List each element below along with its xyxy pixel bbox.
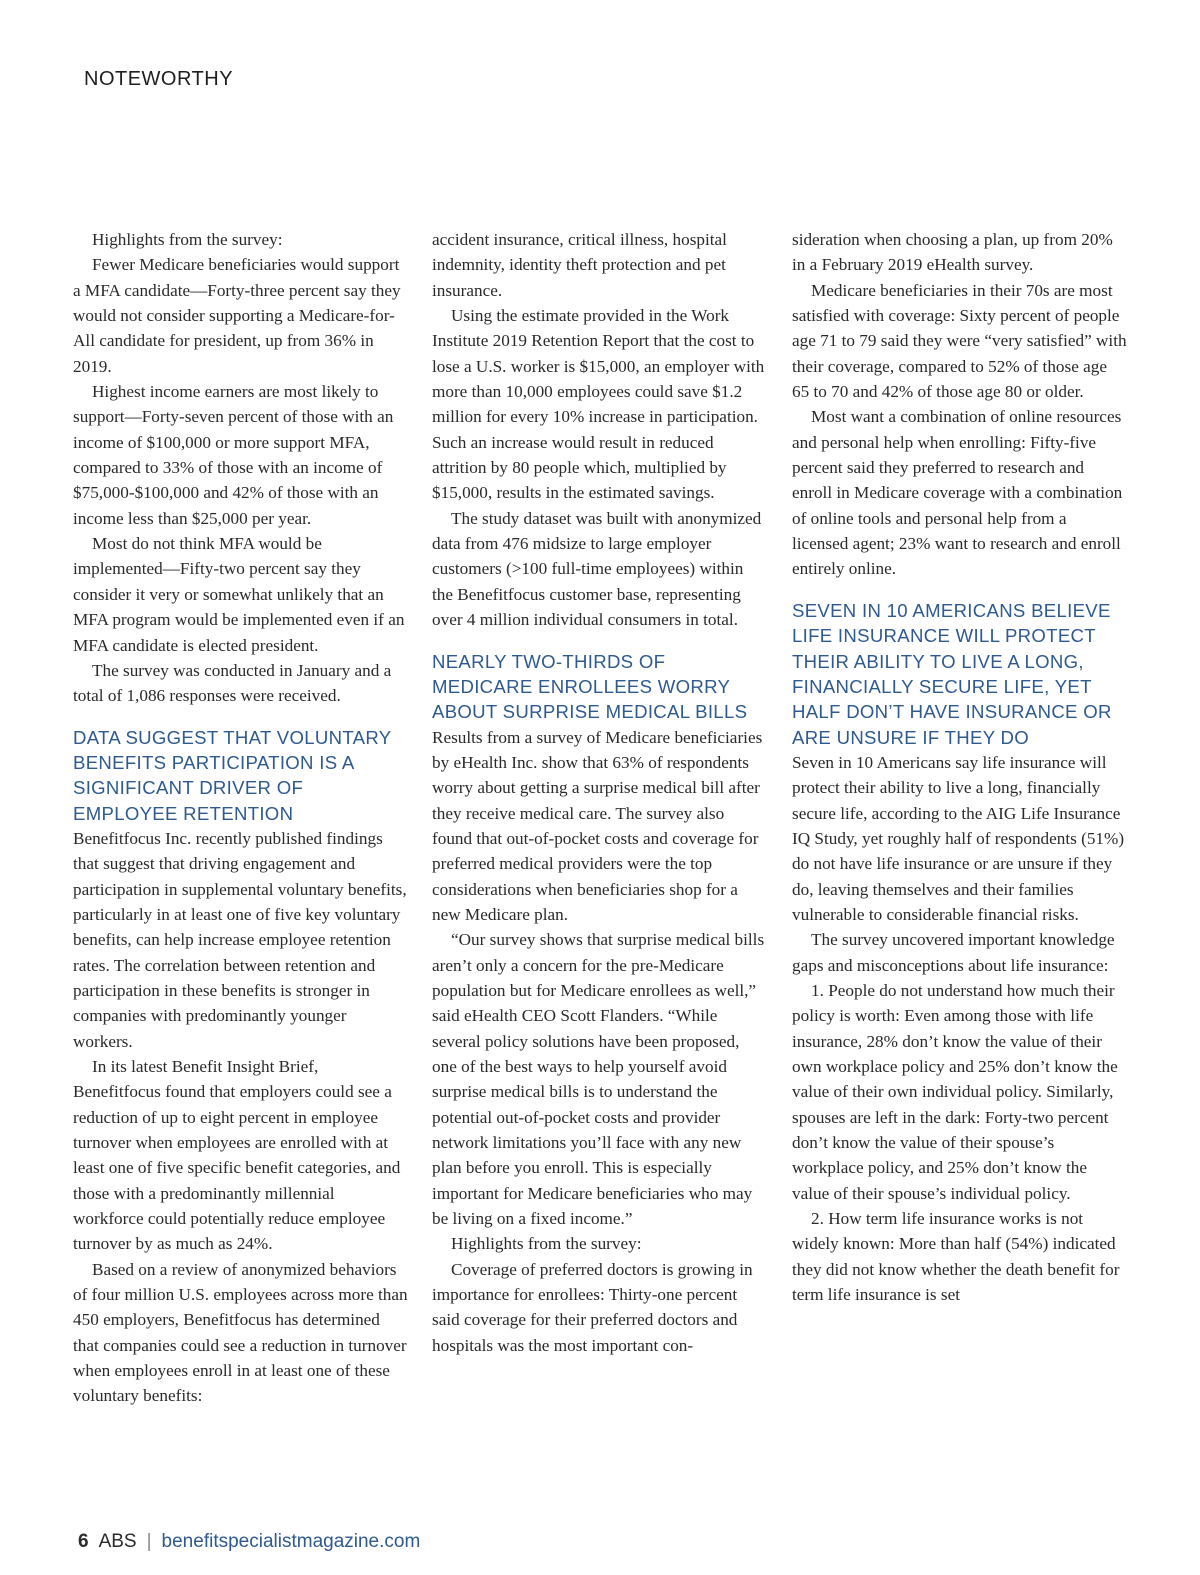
paragraph: Benefitfocus Inc. recently published findings that suggest that driving engagement and participation in supplemental voluntary benefits, particularly in at least one of five key voluntary benefits, can help increase employee retention rates. The correlation between retention and participation in these benefits is stronger in companies with predominantly younger workers. (73, 828, 407, 1051)
paragraph: Highest income earners are most likely to support—Forty-seven percent of those with an income of $100,000 or more support MFA, compared to 33% of those with an income of $75,000-$100,000 and 42% of those with an income less than $25,000 per year. (73, 382, 394, 528)
paragraph: Results from a survey of Medicare beneficiaries by eHealth Inc. show that 63% of respondents worry about getting a surprise medical bill after they receive medical care. The survey also found that out-of-pocket costs and coverage for preferred medical providers were the top considerations when beneficiaries shop for a new Medicare plan. (432, 727, 763, 924)
paragraph: 1. People do not understand how much their policy is worth: Even among those with life insurance, 28% don’t know the value of their own workplace policy and 25% don’t know the value of their own individual policy. Similarly, spouses are left in the dark: Forty-two percent don’t know the value of their spouse’s workplace policy, and 25% don’t know the value of their spouse’s individual policy. (792, 980, 1118, 1203)
paragraph: The survey uncovered important knowledge gaps and misconceptions about life insurance: (792, 930, 1115, 975)
page-footer (78, 1531, 420, 1553)
website-link[interactable]: benefitspecialistmagazine.com (161, 1531, 421, 1552)
paragraph: Highlights from the survey: (92, 230, 283, 249)
paragraph: Highlights from the survey: (451, 1234, 642, 1254)
paragraph: Most do not think MFA would be implemented—Fifty-two percent say they consider it very or somewhat unlikely that an MFA program would be implemented even if an MFA candidate is elected president. (73, 534, 405, 655)
article-column-1 (73, 227, 408, 1409)
article-heading: SEVEN IN 10 AMERICANS BELIEVE LIFE INSURANCE WILL PROTECT THEIR ABILITY TO LIVE A LONG, FINANCIALLY SECURE LIFE, YET HALF DON’T HAVE INSURANCE OR ARE UNSURE IF THEY DO (792, 599, 1112, 748)
footer-separator: | (146, 1531, 152, 1552)
article-column-3 (792, 227, 1127, 1307)
page-number: 6 (78, 1531, 89, 1552)
paragraph: In its latest Benefit Insight Brief, Benefitfocus found that employers could see a reduction of up to eight percent in employee turnover when employees are enrolled with at least one of five specific benefit categories, and those with a predominantly millennial workforce could potentially reduce employee turnover by as much as 24%. (73, 1057, 401, 1254)
paragraph: Fewer Medicare beneficiaries would support a MFA candidate—Forty-three percent say they would not consider supporting a Medicare-for-All candidate for president, up from 36% in 2019. (73, 255, 401, 376)
article-heading: DATA SUGGEST THAT VOLUNTARY BENEFITS PARTICIPATION IS A SIGNIFICANT DRIVER OF EMPLOYEE RETENTION (73, 726, 392, 824)
paragraph: The survey was conducted in January and a total of 1,086 responses were received. (73, 660, 392, 706)
paragraph: Based on a review of anonymized behaviors of four million U.S. employees across more than 450 employers, Benefitfocus has determined that companies could see a reduction in turnover when employees enroll in at least one of these voluntary benefits: (73, 1259, 408, 1406)
paragraph: Medicare beneficiaries in their 70s are most satisfied with coverage: Sixty percent of people age 71 to 79 said they were “very satisfied” with their coverage, compared to 52% of those age 65 to 70 and 42% of those age 80 or older. (792, 280, 1127, 402)
paragraph: sideration when choosing a plan, up from 20% in a February 2019 eHealth survey. (792, 230, 1113, 275)
paragraph: Coverage of preferred doctors is growing in importance for enrollees: Thirty-one percent said coverage for their preferred doctors and hospitals was the most important con- (432, 1259, 753, 1355)
paragraph: “Our survey shows that surprise medical bills aren’t only a concern for the pre-Medicare population but for Medicare enrollees as well,” said eHealth CEO Scott Flanders. “While several policy solutions have been proposed, one of the best ways to help yourself avoid surprise medical bills is to understand the potential out-of-pocket costs and provider network limitations you’ll face with any new plan before you enroll. This is especially important for Medicare beneficiaries who may be living on a fixed income.” (432, 930, 765, 1229)
paragraph: accident insurance, critical illness, hospital indemnity, identity theft protection and pet insurance. (432, 230, 727, 300)
article-column-2 (432, 227, 767, 1358)
publication-name: ABS (98, 1531, 137, 1552)
paragraph: The study dataset was built with anonymized data from 476 midsize to large employer customers (>100 full-time employees) within the Benefitfocus customer base, representing over 4 million individual consumers in total. (432, 508, 762, 630)
article-heading: NEARLY TWO-THIRDS OF MEDICARE ENROLLEES WORRY ABOUT SURPRISE MEDICAL BILLS (432, 650, 748, 723)
section-label: NOTEWORTHY (84, 68, 234, 90)
paragraph: Using the estimate provided in the Work Institute 2019 Retention Report that the cost to lose a U.S. worker is $15,000, an employer with more than 10,000 employees could save $1.2 million for every 10% increase in participation. Such an increase would result in reduced attrition by 80 people which, multiplied by $15,000, results in the estimated savings. (432, 306, 765, 503)
paragraph: Seven in 10 Americans say life insurance will protect their ability to live a long, financially secure life, according to the AIG Life Insurance IQ Study, yet roughly half of respondents (51%) do not have life insurance or are unsure if they do, leaving themselves and their families vulnerable to considerable financial risks. (792, 752, 1125, 924)
paragraph: Most want a combination of online resources and personal help when enrolling: Fifty-five percent said they preferred to research and enroll in Medicare coverage with a combination of online tools and personal help from a licensed agent; 23% want to research and enroll entirely online. (792, 407, 1123, 579)
paragraph: 2. How term life insurance works is not widely known: More than half (54%) indicated they did not know whether the death benefit for term life insurance is set (792, 1209, 1120, 1305)
